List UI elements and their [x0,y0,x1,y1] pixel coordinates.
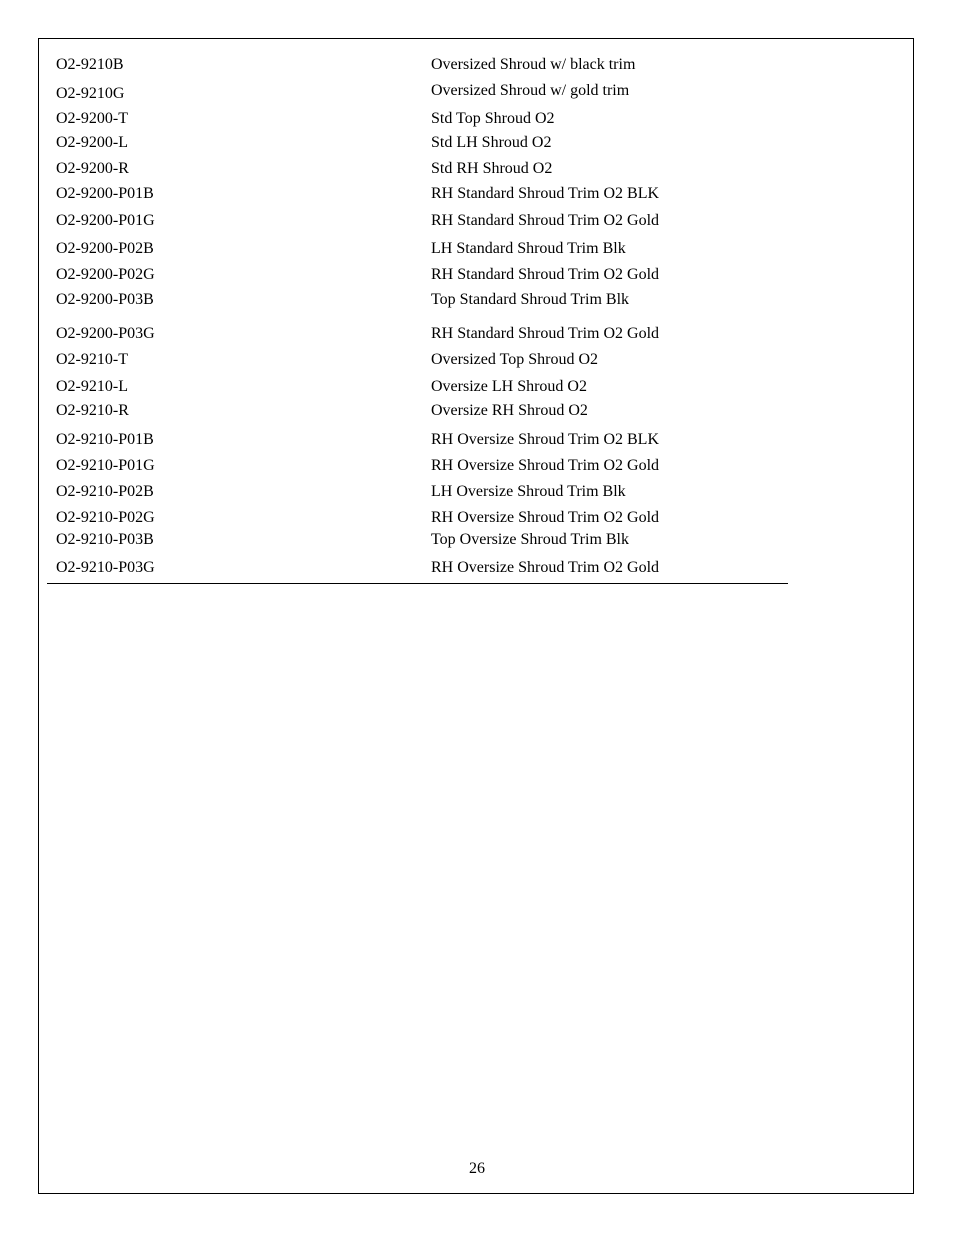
part-description: Oversized Shroud w/ gold trim [431,82,630,99]
part-description: Top Oversize Shroud Trim Blk [431,531,629,548]
table-row [47,430,788,450]
part-description: RH Oversize Shroud Trim O2 BLK [431,431,660,448]
table-row [47,558,788,578]
page-number: 26 [469,1160,485,1177]
part-number: O2-9200-P02G [56,266,155,283]
part-description: RH Oversize Shroud Trim O2 Gold [431,509,660,526]
part-description: RH Standard Shroud Trim O2 BLK [431,185,660,202]
table-row [47,401,788,421]
part-description: RH Standard Shroud Trim O2 Gold [431,212,660,229]
table-row [47,508,788,528]
table-row [47,133,788,153]
table-row [47,290,788,310]
part-number: O2-9200-P01B [56,185,154,202]
part-description: RH Standard Shroud Trim O2 Gold [431,325,660,342]
table-row [47,184,788,204]
part-number: O2-9200-T [56,110,128,127]
part-number: O2-9210B [56,56,124,73]
part-number: O2-9210-P03G [56,559,155,576]
part-description: Std RH Shroud O2 [431,160,553,177]
part-number: O2-9200-P03B [56,291,154,308]
part-number: O2-9210-P01B [56,431,154,448]
part-number: O2-9210-P01G [56,457,155,474]
part-description: Oversize RH Shroud O2 [431,402,588,419]
part-description: LH Oversize Shroud Trim Blk [431,483,626,500]
part-description: Std LH Shroud O2 [431,134,552,151]
table-row [47,211,788,231]
part-description: RH Oversize Shroud Trim O2 Gold [431,559,660,576]
table-row [47,159,788,179]
table-bottom-rule [47,583,788,584]
part-number: O2-9200-P02B [56,240,154,257]
part-number: O2-9210-P03B [56,531,154,548]
part-number: O2-9200-R [56,160,129,177]
table-row [47,456,788,476]
table-row [47,265,788,285]
part-description: Top Standard Shroud Trim Blk [431,291,630,308]
part-description: Oversized Shroud w/ black trim [431,56,636,73]
table-row [47,324,788,344]
part-number: O2-9200-L [56,134,128,151]
table-row [47,530,788,550]
part-number: O2-9210-P02B [56,483,154,500]
part-description: RH Oversize Shroud Trim O2 Gold [431,457,660,474]
part-description: Std Top Shroud O2 [431,110,555,127]
table-row [47,55,788,75]
part-description: Oversize LH Shroud O2 [431,378,587,395]
part-description: RH Standard Shroud Trim O2 Gold [431,266,660,283]
table-row [47,81,788,101]
part-number: O2-9200-P03G [56,325,155,342]
table-row [47,239,788,259]
part-number: O2-9200-P01G [56,212,155,229]
table-row [47,482,788,502]
part-number: O2-9210-P02G [56,509,155,526]
part-number: O2-9210-R [56,402,129,419]
part-description: Oversized Top Shroud O2 [431,351,599,368]
parts-table [47,0,788,584]
part-description: LH Standard Shroud Trim Blk [431,240,626,257]
part-number: O2-9210-L [56,378,128,395]
part-number: O2-9210G [56,85,125,102]
table-row [47,350,788,370]
table-row [47,377,788,397]
part-number: O2-9210-T [56,351,128,368]
table-row [47,109,788,129]
